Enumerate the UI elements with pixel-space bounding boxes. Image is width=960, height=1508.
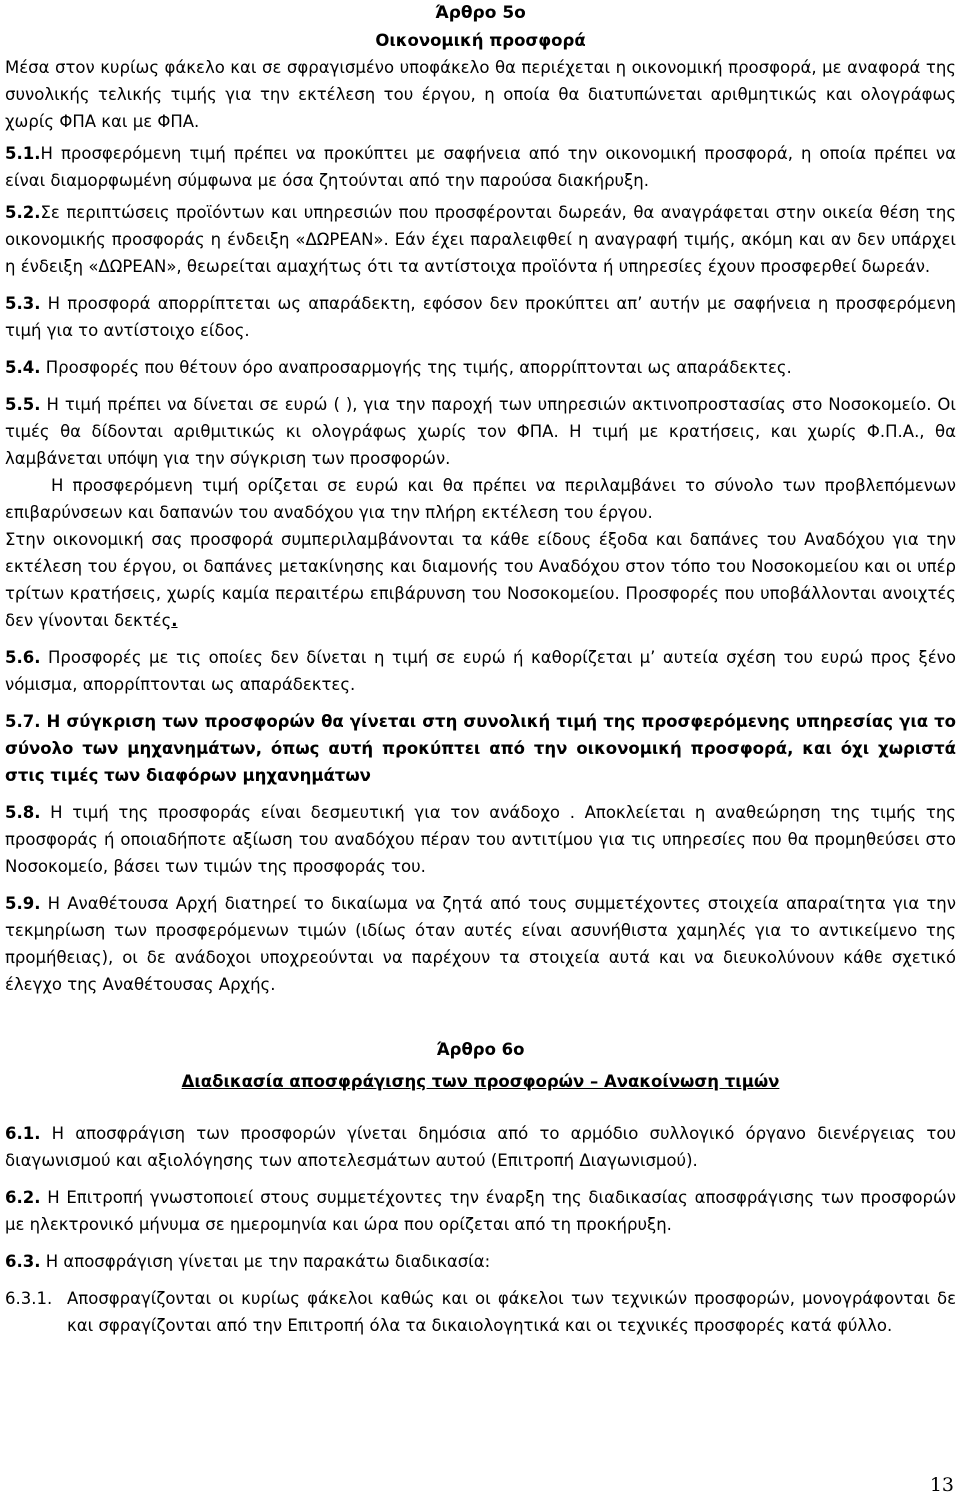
section-text: Η τιμή πρέπει να δίνεται σε ευρώ ( ), για την παροχή των υπηρεσιών ακτινοπροστασίας στο Νοσοκομείο. Οι τιμές θα δίδονται αριθμιτικώς κι ολογράφως χωρίς τον ΦΠΑ. Η τιμή με κρατήσεις, και χωρίς Φ.Π.Α., θα λαμβάνεται υπόψη για την σύγκριση των προσφορών. bbox=[5, 395, 956, 468]
section-text: Η Επιτροπή γνωστοποιεί στους συμμετέχοντες την έναρξη της διαδικασίας αποσφράγισης των προσφορών με ηλεκτρονικό μήνυμα σε ημερομηνία και ώρα που ορίζεται από τη προκήρυξη. bbox=[5, 1188, 956, 1234]
article-5-intro: Μέσα στον κυρίως φάκελο και σε σφραγισμένο υποφάκελο θα περιέχεται η οικονομική προσφορά, με αναφορά της συνολικής τελικής τιμής για την εκτέλεση του έργου, η οποία θα διατυπώνεται αριθμητικώς και ολογράφως χωρίς ΦΠΑ και με ΦΠΑ. bbox=[5, 58, 956, 131]
section-number: 5.3. bbox=[5, 294, 41, 313]
section-text: Η προσφερόμενη τιμή πρέπει να προκύπτει με σαφήνεια από την οικονομική προσφορά, η οποία πρέπει να είναι διαμορφωμένη σύμφωνα με όσα ζητούνται από την παρούσα διακήρυξη. bbox=[5, 144, 956, 190]
section-number: 5.1. bbox=[5, 144, 41, 163]
section-number: 5.4. bbox=[5, 358, 41, 377]
section-5-5-paragraph-2: Η προσφερόμενη τιμή ορίζεται σε ευρώ και θα πρέπει να περιλαμβάνει το σύνολο των προβλεπόμενων επιβαρύνσεων και δαπανών του αναδόχου για την πλήρη εκτέλεση του έργου. bbox=[5, 476, 956, 522]
section-5-7 bbox=[5, 708, 956, 789]
section-text: Η αποσφράγιση γίνεται με την παρακάτω διαδικασία: bbox=[40, 1252, 491, 1271]
section-5-1 bbox=[5, 140, 956, 194]
section-number: 6.2. bbox=[5, 1188, 41, 1207]
article-5-subtitle: Οικονομική προσφορά bbox=[375, 31, 586, 50]
section-text: Προσφορές με τις οποίες δεν δίνεται η τιμή σε ευρώ ή καθορίζεται μ’ αυτεία σχέση του ευρώ προς ξένο νόμισμα, απορρίπτονται ως απαράδεκτες. bbox=[5, 648, 956, 694]
section-number: 5.9. bbox=[5, 894, 41, 913]
article-6-subtitle bbox=[5, 1068, 956, 1095]
section-text: Η σύγκριση των προσφορών θα γίνεται στη συνολική τιμή της προσφερόμενης υπηρεσίας για το σύνολο των μηχανημάτων, όπως αυτή προκύπτει από την οικονομική προσφορά, και όχι χωριστά στις τιμές των διαφόρων μηχανημάτων bbox=[5, 712, 956, 785]
section-6-2 bbox=[5, 1184, 956, 1238]
section-text: Η Αναθέτουσα Αρχή διατηρεί το δικαίωμα να ζητά από τους συμμετέχοντες στοιχεία απαραίτητα για την τεκμηρίωση των προσφερόμενων τιμών (ιδίως όταν αυτές είναι ασυνήθιστα χαμηλές για το αντικείμενο της προμήθειας), οι δε ανάδοχοι υποχρεούνται να παρέχουν τα στοιχεία αυτά και να διευκολύνουν κάθε σχετικό έλεγχο της Αναθέτουσας Αρχής. bbox=[5, 894, 956, 994]
section-5-5-paragraph-3 bbox=[5, 526, 956, 634]
paragraph-text: Στην οικονομική σας προσφορά συμπεριλαμβάνονται τα κάθε είδους έξοδα και δαπάνες του Αναδόχου για την εκτέλεση του έργου, οι δαπάνες μετακίνησης και διαμονής του Αναδόχου στον τόπο του Νοσοκομείου και οι υπέρ τρίτων κρατήσεις, χωρίς καμία περαιτέρω επιβάρυνση του Νοσοκομείου. Προσφορές που υποβάλλονται ανοιχτές δεν γίνονται δεκτές bbox=[5, 530, 956, 630]
page-number: 13 bbox=[929, 1474, 954, 1496]
article-6-title: Άρθρο 6ο bbox=[436, 1040, 525, 1059]
section-6-1 bbox=[5, 1120, 956, 1174]
article-5-title: Άρθρο 5ο bbox=[435, 3, 526, 23]
section-5-9 bbox=[5, 890, 956, 998]
section-text: Προσφορές που θέτουν όρο αναπροσαρμογής της τιμής, απορρίπτονται ως απαράδεκτες. bbox=[40, 358, 792, 377]
section-text: Η αποσφράγιση των προσφορών γίνεται δημόσια από το αρμόδιο συλλογικό όργανο διενέργειας του διαγωνισμού και αξιολόγησης των αποτελεσμάτων αυτού (Επιτροπή Διαγωνισμού). bbox=[5, 1124, 956, 1170]
section-text: Αποσφραγίζονται οι κυρίως φάκελοι καθώς και οι φάκελοι των τεχνικών προσφορών, μονογράφονται δε και σφραγίζονται από την Επιτροπή όλα τα δικαιολογητικά και οι τεχνικές προσφορές κατά φύλλο. bbox=[67, 1289, 956, 1335]
section-6-3 bbox=[5, 1248, 956, 1275]
section-text: Σε περιπτώσεις προϊόντων και υπηρεσιών που προσφέρονται δωρεάν, θα αναγράφεται στην οικεία θέση της οικονομικής προσφοράς η ένδειξη «ΔΩΡΕΑΝ». Εάν έχει παραλειφθεί η αναγραφή τιμής, ακόμη και αν δεν υπάρχει η ένδειξη «ΔΩΡΕΑΝ», θεωρείται αμαχήτως ότι τα αντίστοιχα προϊόντα ή υπηρεσίες έχουν προσφερθεί δωρεάν. bbox=[5, 203, 956, 276]
document-page bbox=[5, 0, 956, 1339]
section-6-3-1 bbox=[5, 1285, 956, 1339]
paragraph-end: . bbox=[171, 611, 178, 630]
section-number: 5.5. bbox=[5, 395, 41, 414]
section-number: 5.8. bbox=[5, 803, 41, 822]
section-5-6 bbox=[5, 644, 956, 698]
section-text: Η προσφορά απορρίπτεται ως απαράδεκτη, εφόσον δεν προκύπτει απ’ αυτήν με σαφήνεια η προσφερόμενη τιμή για το αντίστοιχο είδος. bbox=[5, 294, 956, 340]
section-5-2 bbox=[5, 199, 956, 280]
section-5-3 bbox=[5, 290, 956, 344]
section-number: 5.2. bbox=[5, 203, 41, 222]
section-number: 6.3.1. bbox=[5, 1289, 53, 1308]
section-number: 6.1. bbox=[5, 1124, 41, 1143]
section-number: 5.7. bbox=[5, 712, 41, 731]
section-5-8 bbox=[5, 799, 956, 880]
section-text: Η τιμή της προσφοράς είναι δεσμευτική για τον ανάδοχο . Αποκλείεται η αναθεώρηση της τιμής της προσφοράς ή οποιαδήποτε αξίωση του αναδόχου πέραν του αντιτίμου για τις υπηρεσίες που θα προμηθεύσει στο Νοσοκομείο, βάσει των τιμών της προσφοράς του. bbox=[5, 803, 956, 876]
section-5-4 bbox=[5, 354, 956, 381]
section-5-5 bbox=[5, 391, 956, 472]
section-number: 6.3. bbox=[5, 1252, 41, 1271]
section-number: 5.6. bbox=[5, 648, 41, 667]
article-6-subtitle-text: Διαδικασία αποσφράγισης των προσφορών – Ανακοίνωση τιμών bbox=[181, 1072, 780, 1091]
